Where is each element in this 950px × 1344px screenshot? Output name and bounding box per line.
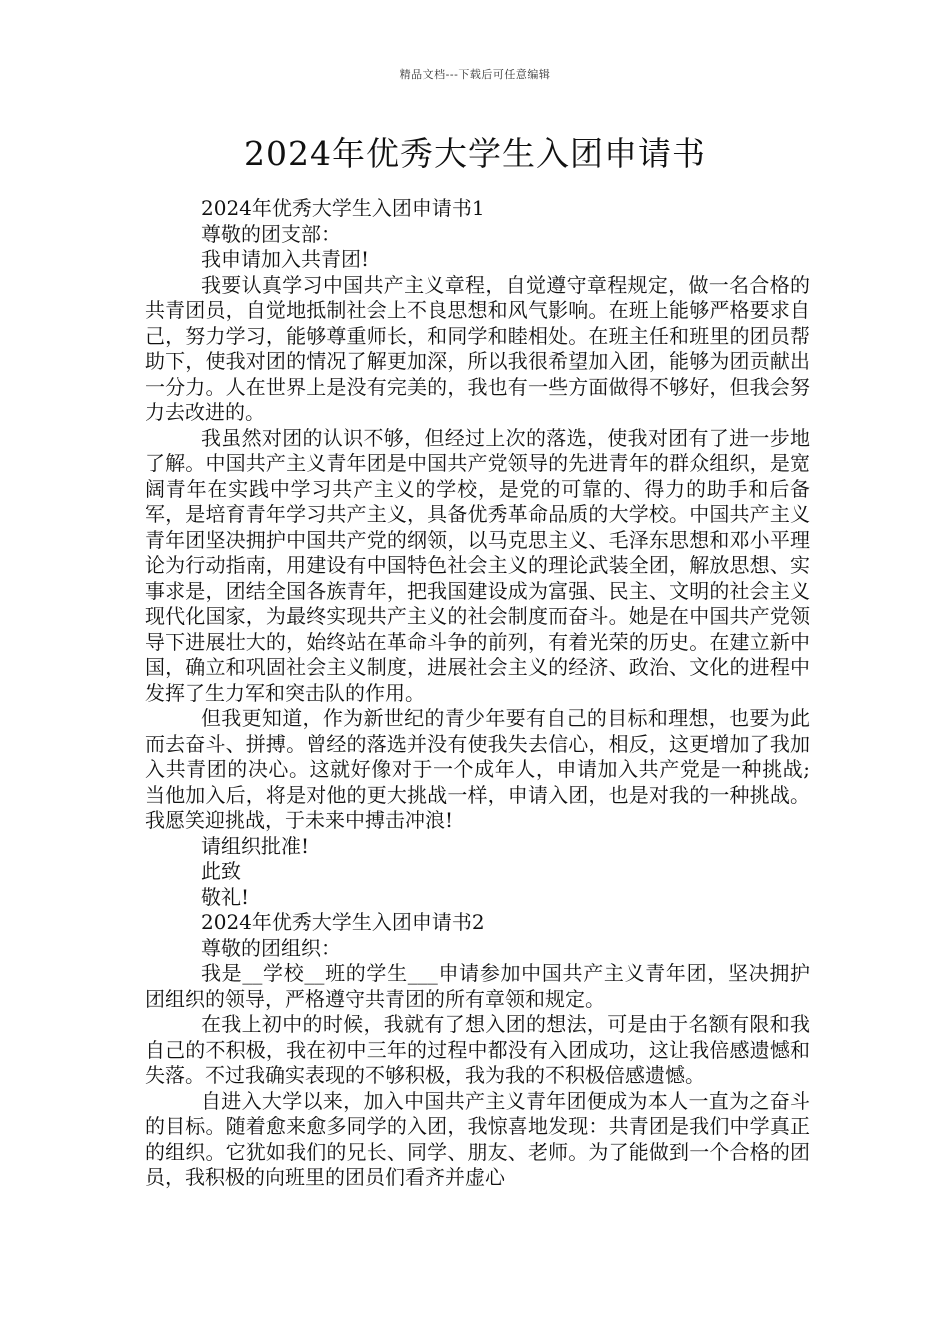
paragraph: 我是__学校__班的学生___申请参加中国共产主义青年团，坚决拥护团组织的领导，严格遵守共青团的所有章领和规定。	[145, 961, 810, 1011]
salutation: 尊敬的团支部：	[201, 221, 341, 246]
document-title: 2024年优秀大学生入团申请书	[244, 134, 706, 173]
section-heading-1: 2024年优秀大学生入团申请书1	[201, 196, 485, 220]
section-heading-2: 2024年优秀大学生入团申请书2	[201, 910, 485, 934]
paragraph: 在我上初中的时候，我就有了想入团的想法，可是由于名额有限和我自己的不积极，我在初中三年的过程中都没有入团成功，这让我倍感遗憾和失落。不过我确实表现的不够积极，我为我的不积极倍感遗憾。	[145, 1012, 810, 1087]
paragraph: 我要认真学习中国共产主义章程，自觉遵守章程规定，做一名合格的共青团员，自觉地抵制社会上不良思想和风气影响。在班上能够严格要求自己，努力学习，能够尊重师长，和同学和睦相处。在班主任和班里的团员帮助下，使我对团的情况了解更加深，所以我很希望加入团，能够为团贡献出一分力。人在世界上是没有完美的，我也有一些方面做得不够好，但我会努力去改进的。	[145, 272, 810, 424]
salutation: 尊敬的团组织：	[201, 935, 341, 960]
closing-line: 敬礼!	[201, 884, 250, 909]
document-body	[145, 196, 810, 1191]
closing-line: 此致	[201, 859, 241, 883]
page-header: 精品文档---下载后可任意编辑	[399, 68, 551, 81]
closing-line: 请组织批准!	[201, 833, 310, 858]
paragraph: 自进入大学以来，加入中国共产主义青年团便成为本人一直为之奋斗的目标。随着愈来愈多同学的入团，我惊喜地发现：共青团是我们中学真正的组织。它犹如我们的兄长、同学、朋友、老师。为了能做到一个合格的团员，我积极的向班里的团员们看齐并虚心	[145, 1088, 810, 1189]
paragraph: 我申请加入共青团!	[201, 247, 370, 271]
paragraph: 但我更知道，作为新世纪的青少年要有自己的目标和理想，也要为此而去奋斗、拼搏。曾经的落选并没有使我失去信心，相反，这更增加了我加入共青团的决心。这就好像对于一个成年人，申请加入共产党是一种挑战;当他加入后，将是对他的更大挑战一样，申请入团，也是对我的一种挑战。我愿笑迎挑战，于未来中搏击冲浪!	[145, 706, 810, 832]
paragraph: 我虽然对团的认识不够，但经过上次的落选，使我对团有了进一步地了解。中国共产主义青年团是中国共产党领导的先进青年的群众组织，是宽阔青年在实践中学习共产主义的学校，是党的可靠的、得力的助手和后备军，是培育青年学习共产主义，具备优秀革命品质的大学校。中国共产主义青年团坚决拥护中国共产党的纲领，以马克思主义、毛泽东思想和邓小平理论为行动指南，用建设有中国特色社会主义的理论武装全团，解放思想、实事求是，团结全国各族青年，把我国建设成为富强、民主、文明的社会主义现代化国家，为最终实现共产主义的社会制度而奋斗。她是在中国共产党领导下进展壮大的，始终站在革命斗争的前列，有着光荣的历史。在建立新中国，确立和巩固社会主义制度，进展社会主义的经济、政治、文化的进程中发挥了生力军和突击队的作用。	[145, 425, 810, 705]
